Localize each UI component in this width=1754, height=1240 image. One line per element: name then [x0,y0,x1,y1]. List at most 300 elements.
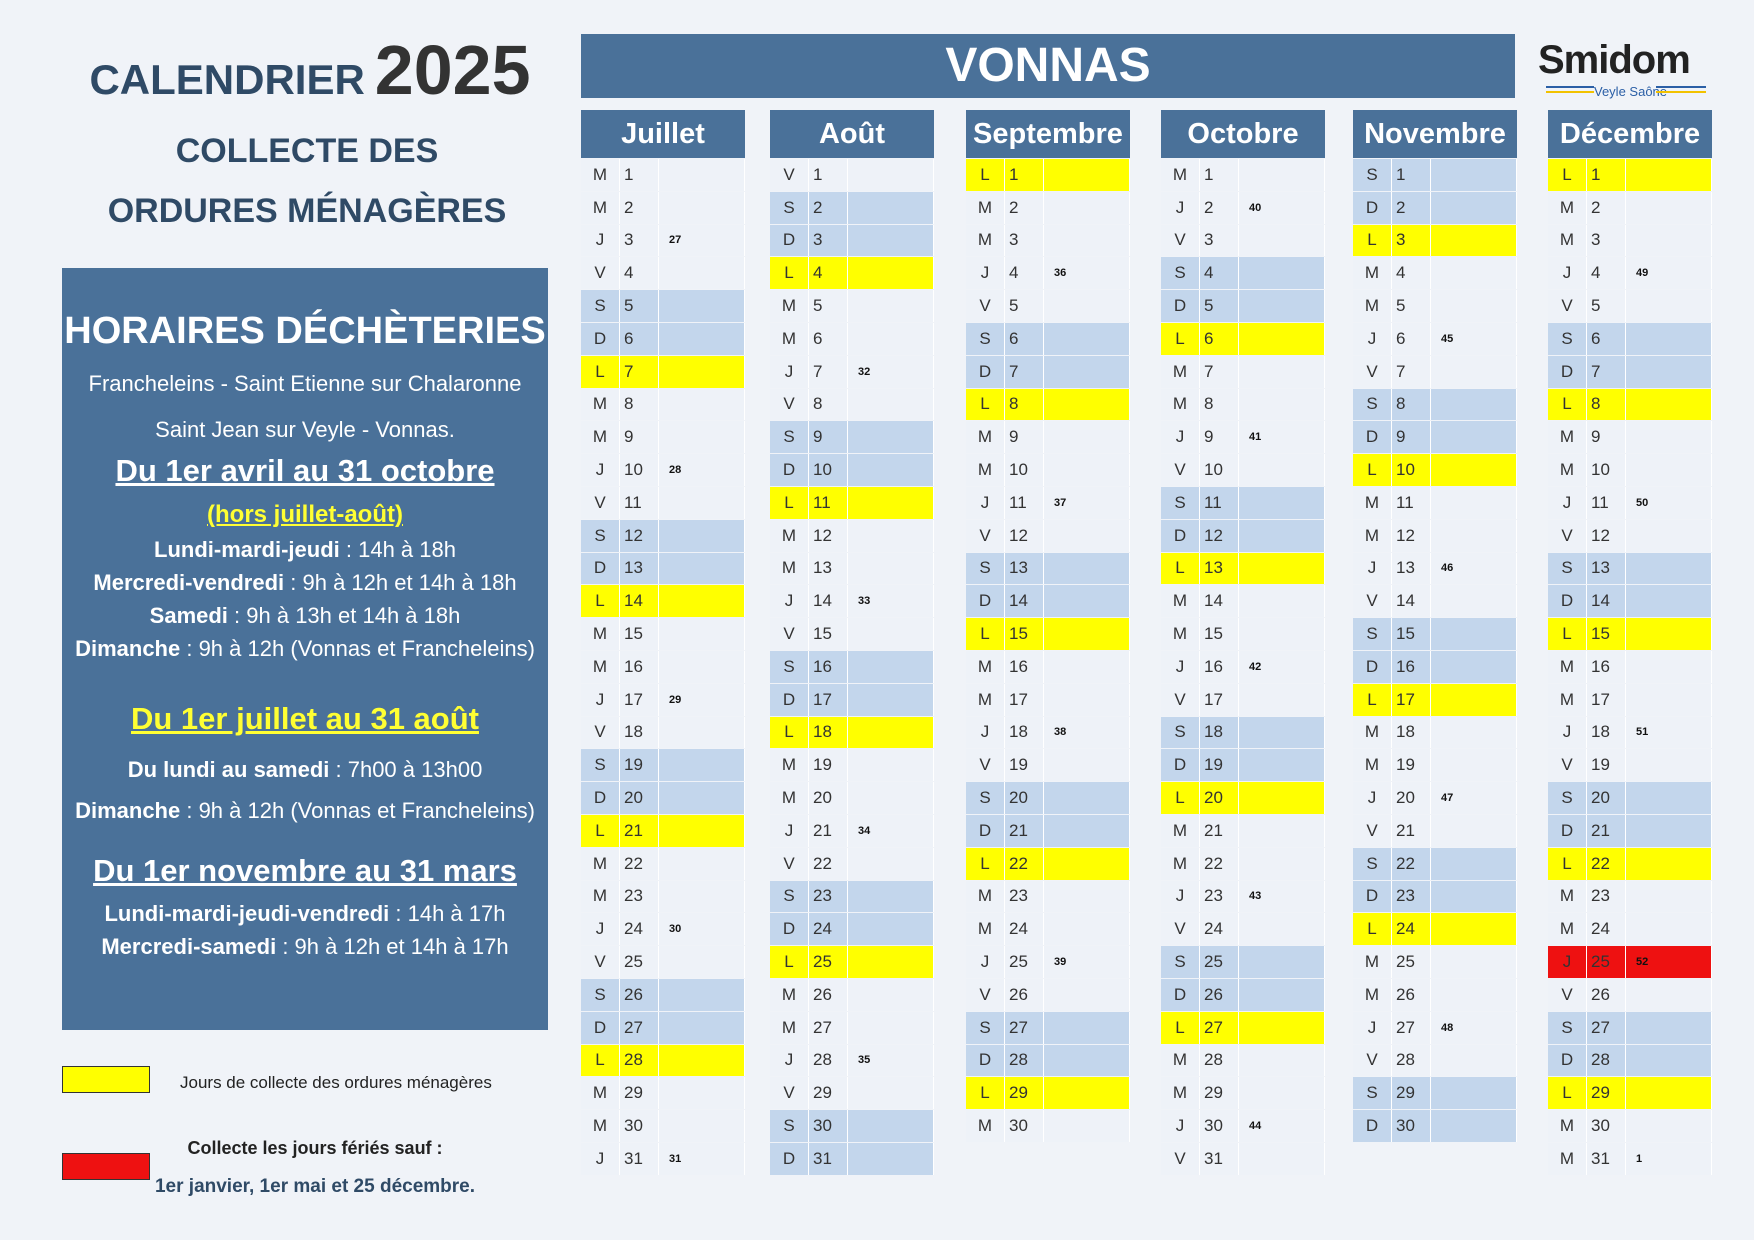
day-row [770,815,934,847]
day-number: 29 [1005,1077,1044,1109]
day-row [1161,290,1325,322]
day-row [1353,290,1517,322]
legend-holiday-swatch [62,1153,150,1180]
day-number: 24 [1587,913,1626,945]
day-number: 13 [809,553,848,585]
town-banner: VONNAS [581,34,1515,98]
day-letter: V [581,717,620,749]
day-row [966,553,1130,585]
day-row [1548,323,1712,355]
day-letter: D [1353,881,1392,913]
week-number [1626,749,1712,781]
day-letter: S [1353,848,1392,880]
week-number [1239,225,1325,257]
day-number: 3 [1392,225,1431,257]
day-letter: M [581,881,620,913]
day-letter: J [1353,323,1392,355]
week-number [1626,913,1712,945]
day-row [1161,1045,1325,1077]
day-number: 11 [620,487,659,519]
month-header: Août [770,110,934,158]
week-number [1044,1110,1130,1142]
day-number: 28 [620,1045,659,1077]
day-row [581,1012,745,1044]
week-number [1431,389,1517,421]
day-letter: D [1548,585,1587,617]
day-letter: V [1353,1045,1392,1077]
day-row [966,618,1130,650]
day-row [966,815,1130,847]
day-letter: D [1548,1045,1587,1077]
day-number: 18 [1392,717,1431,749]
day-letter: M [1548,421,1587,453]
day-letter: V [1353,356,1392,388]
day-row [1548,1012,1712,1044]
day-letter: V [581,257,620,289]
day-number: 2 [1392,192,1431,224]
day-letter: D [581,782,620,814]
day-letter: D [966,356,1005,388]
week-number: 35 [848,1045,934,1077]
month-column [1161,110,1325,1176]
day-number: 3 [1587,225,1626,257]
day-letter: D [1353,1110,1392,1142]
day-number: 6 [1005,323,1044,355]
day-number: 28 [1005,1045,1044,1077]
week-number: 40 [1239,192,1325,224]
day-letter: D [966,815,1005,847]
day-letter: V [966,520,1005,552]
day-letter: J [770,585,809,617]
day-row [966,717,1130,749]
day-number: 9 [1200,421,1239,453]
day-number: 13 [1392,553,1431,585]
day-letter: L [1353,684,1392,716]
day-letter: M [770,979,809,1011]
month-column [966,110,1130,1143]
week-number [848,389,934,421]
week-number [1626,618,1712,650]
day-number: 8 [620,389,659,421]
day-row [1548,225,1712,257]
day-letter: M [1161,618,1200,650]
day-number: 22 [620,848,659,880]
day-number: 7 [1392,356,1431,388]
week-number [1044,815,1130,847]
week-number [659,848,745,880]
day-row [1548,946,1712,978]
day-letter: L [581,1045,620,1077]
day-number: 20 [1200,782,1239,814]
day-row [1353,225,1517,257]
day-row [1548,1143,1712,1175]
day-number: 13 [1005,553,1044,585]
day-number: 13 [620,553,659,585]
day-number: 9 [1392,421,1431,453]
week-number: 44 [1239,1110,1325,1142]
week-number [848,749,934,781]
day-row [770,553,934,585]
day-letter: S [770,1110,809,1142]
day-number: 5 [1587,290,1626,322]
day-row [1353,815,1517,847]
day-row [1353,389,1517,421]
day-number: 17 [809,684,848,716]
week-number [1431,159,1517,191]
day-letter: L [966,1077,1005,1109]
day-row [966,257,1130,289]
day-letter: S [1548,782,1587,814]
panel-places2: Saint Jean sur Veyle - Vonnas. [155,417,455,442]
day-letter: L [1548,389,1587,421]
day-number: 11 [1392,487,1431,519]
week-number [659,192,745,224]
period2-title: Du 1er juillet au 31 août [131,701,479,736]
day-row [966,585,1130,617]
day-letter: L [1353,454,1392,486]
week-number [1431,520,1517,552]
period1-line1: Lundi-mardi-jeudi : 14h à 18h [154,537,456,562]
day-letter: M [1548,684,1587,716]
day-number: 24 [1005,913,1044,945]
day-number: 26 [1200,979,1239,1011]
day-letter: S [581,290,620,322]
day-row [581,782,745,814]
day-number: 18 [1200,717,1239,749]
day-letter: M [966,913,1005,945]
day-row [1353,520,1517,552]
day-number: 19 [1200,749,1239,781]
day-row [1548,257,1712,289]
day-number: 26 [809,979,848,1011]
day-letter: M [966,651,1005,683]
day-row [770,192,934,224]
week-number: 45 [1431,323,1517,355]
day-row [1161,848,1325,880]
day-number: 17 [1200,684,1239,716]
week-number [659,1110,745,1142]
week-number [1044,553,1130,585]
week-number [1431,749,1517,781]
day-row [1548,421,1712,453]
day-number: 25 [809,946,848,978]
day-number: 1 [1392,159,1431,191]
day-number: 30 [1200,1110,1239,1142]
day-letter: D [770,684,809,716]
day-letter: M [1353,487,1392,519]
week-number [1626,1045,1712,1077]
week-number [1626,651,1712,683]
day-number: 30 [620,1110,659,1142]
day-number: 21 [1392,815,1431,847]
day-row [581,1110,745,1142]
day-row [770,1045,934,1077]
day-letter: M [770,749,809,781]
day-row [1353,1077,1517,1109]
day-letter: S [581,749,620,781]
day-number: 9 [809,421,848,453]
logo-name: Smidom [1538,38,1690,82]
week-number [848,225,934,257]
day-row [1161,946,1325,978]
day-number: 2 [1005,192,1044,224]
day-row [1548,1045,1712,1077]
day-number: 1 [1200,159,1239,191]
week-number [1239,913,1325,945]
week-number [1239,717,1325,749]
period2-line1: Du lundi au samedi : 7h00 à 13h00 [127,757,483,782]
week-number [1431,881,1517,913]
day-number: 7 [809,356,848,388]
week-number [1431,618,1517,650]
day-letter: V [581,487,620,519]
day-row [581,946,745,978]
day-letter: S [1161,257,1200,289]
day-letter: M [966,225,1005,257]
day-row [770,618,934,650]
day-letter: M [581,159,620,191]
week-number [1626,881,1712,913]
day-number: 1 [809,159,848,191]
day-row [1353,454,1517,486]
day-row [1353,356,1517,388]
day-letter: V [1161,1143,1200,1175]
day-row [1161,1110,1325,1142]
week-number: 46 [1431,553,1517,585]
day-letter: J [581,454,620,486]
week-number [1044,1012,1130,1044]
week-number [1044,323,1130,355]
day-row [966,913,1130,945]
month-header: Novembre [1353,110,1517,158]
week-number [1044,192,1130,224]
day-letter: L [581,815,620,847]
day-row [1161,1143,1325,1175]
day-letter: V [1353,585,1392,617]
month-header: Octobre [1161,110,1325,158]
day-row [770,1077,934,1109]
day-letter: M [581,848,620,880]
day-row [966,684,1130,716]
day-row [770,257,934,289]
day-number: 16 [1392,651,1431,683]
day-letter: M [1548,913,1587,945]
week-number [1044,618,1130,650]
day-row [770,487,934,519]
day-letter: S [966,323,1005,355]
week-number [1044,454,1130,486]
day-letter: V [966,749,1005,781]
period1-line4: Dimanche : 9h à 12h (Vonnas et Francheleins) [75,636,535,661]
day-row [1161,979,1325,1011]
week-number: 36 [1044,257,1130,289]
week-number [1626,848,1712,880]
week-number [659,585,745,617]
day-row [581,979,745,1011]
day-row [1161,717,1325,749]
day-row [581,159,745,191]
subtitle-line1: COLLECTE DES [175,132,439,170]
day-letter: D [1161,290,1200,322]
day-row [1548,585,1712,617]
week-number [1626,225,1712,257]
week-number [848,323,934,355]
day-number: 7 [1200,356,1239,388]
day-number: 17 [1005,684,1044,716]
day-letter: L [770,946,809,978]
day-row [1161,553,1325,585]
day-number: 19 [1005,749,1044,781]
week-number [1239,159,1325,191]
day-number: 4 [1392,257,1431,289]
week-number: 50 [1626,487,1712,519]
day-letter: L [1161,323,1200,355]
day-row [1353,323,1517,355]
month-header: Juillet [581,110,745,158]
day-number: 5 [809,290,848,322]
week-number [848,717,934,749]
week-number [659,979,745,1011]
day-number: 27 [1200,1012,1239,1044]
week-number [1626,421,1712,453]
week-number [659,651,745,683]
day-row [581,651,745,683]
week-number [659,881,745,913]
day-number: 23 [1587,881,1626,913]
day-number: 11 [809,487,848,519]
day-letter: M [770,782,809,814]
day-letter: M [770,1012,809,1044]
day-row [1161,356,1325,388]
day-number: 21 [1587,815,1626,847]
day-number: 13 [1587,553,1626,585]
day-number: 16 [1005,651,1044,683]
day-letter: J [1161,192,1200,224]
day-letter: S [770,421,809,453]
day-letter: D [581,1012,620,1044]
day-number: 10 [1392,454,1431,486]
day-number: 20 [620,782,659,814]
day-number: 8 [1392,389,1431,421]
day-row [1548,1077,1712,1109]
day-letter: D [1353,192,1392,224]
day-letter: L [966,848,1005,880]
day-number: 19 [809,749,848,781]
week-number [659,290,745,322]
day-row [966,881,1130,913]
day-number: 8 [809,389,848,421]
day-row [966,389,1130,421]
day-number: 13 [1200,553,1239,585]
day-letter: M [770,290,809,322]
day-letter: V [581,946,620,978]
day-letter: M [966,1110,1005,1142]
week-number [1431,1045,1517,1077]
day-row [581,257,745,289]
day-number: 14 [620,585,659,617]
day-number: 7 [1005,356,1044,388]
day-letter: V [770,1077,809,1109]
week-number: 28 [659,454,745,486]
day-row [1548,356,1712,388]
day-number: 10 [1005,454,1044,486]
day-letter: M [1161,356,1200,388]
week-number [848,520,934,552]
day-letter: L [581,585,620,617]
day-number: 15 [1005,618,1044,650]
day-row [1548,815,1712,847]
day-row [770,717,934,749]
week-number: 42 [1239,651,1325,683]
week-number [1626,684,1712,716]
week-number: 32 [848,356,934,388]
day-row [581,290,745,322]
week-number [1044,848,1130,880]
day-letter: J [966,487,1005,519]
day-row [581,389,745,421]
day-number: 12 [620,520,659,552]
week-number [1626,1110,1712,1142]
day-number: 12 [1587,520,1626,552]
week-number [848,881,934,913]
day-row [1353,848,1517,880]
day-row [1353,881,1517,913]
day-row [581,913,745,945]
day-letter: J [770,1045,809,1077]
day-letter: M [770,520,809,552]
week-number [848,684,934,716]
day-letter: S [581,979,620,1011]
week-number [1626,1077,1712,1109]
panel-places1: Francheleins - Saint Etienne sur Chalaronne [88,371,522,396]
day-letter: V [1548,290,1587,322]
week-number [1431,684,1517,716]
day-number: 12 [1005,520,1044,552]
day-letter: S [1548,1012,1587,1044]
day-number: 18 [1587,717,1626,749]
day-letter: M [1548,225,1587,257]
day-number: 28 [809,1045,848,1077]
day-row [1353,553,1517,585]
day-number: 25 [1200,946,1239,978]
day-row [770,421,934,453]
day-number: 22 [1392,848,1431,880]
day-number: 19 [1587,749,1626,781]
week-number [848,848,934,880]
day-row [770,585,934,617]
week-number: 47 [1431,782,1517,814]
week-number [848,1077,934,1109]
day-letter: M [581,192,620,224]
day-letter: J [1161,421,1200,453]
legend-collect-label: Jours de collecte des ordures ménagères [180,1073,492,1092]
week-number [1044,356,1130,388]
day-number: 16 [620,651,659,683]
day-letter: L [1161,1012,1200,1044]
week-number [1431,848,1517,880]
legend-holiday-list: 1er janvier, 1er mai et 25 décembre. [154,1176,476,1197]
day-letter: J [1548,946,1587,978]
day-letter: L [1353,913,1392,945]
day-number: 2 [809,192,848,224]
day-letter: M [1353,520,1392,552]
day-letter: M [966,421,1005,453]
day-letter: V [770,848,809,880]
day-row [581,323,745,355]
week-number [1626,979,1712,1011]
day-letter: J [770,815,809,847]
week-number [1239,1012,1325,1044]
